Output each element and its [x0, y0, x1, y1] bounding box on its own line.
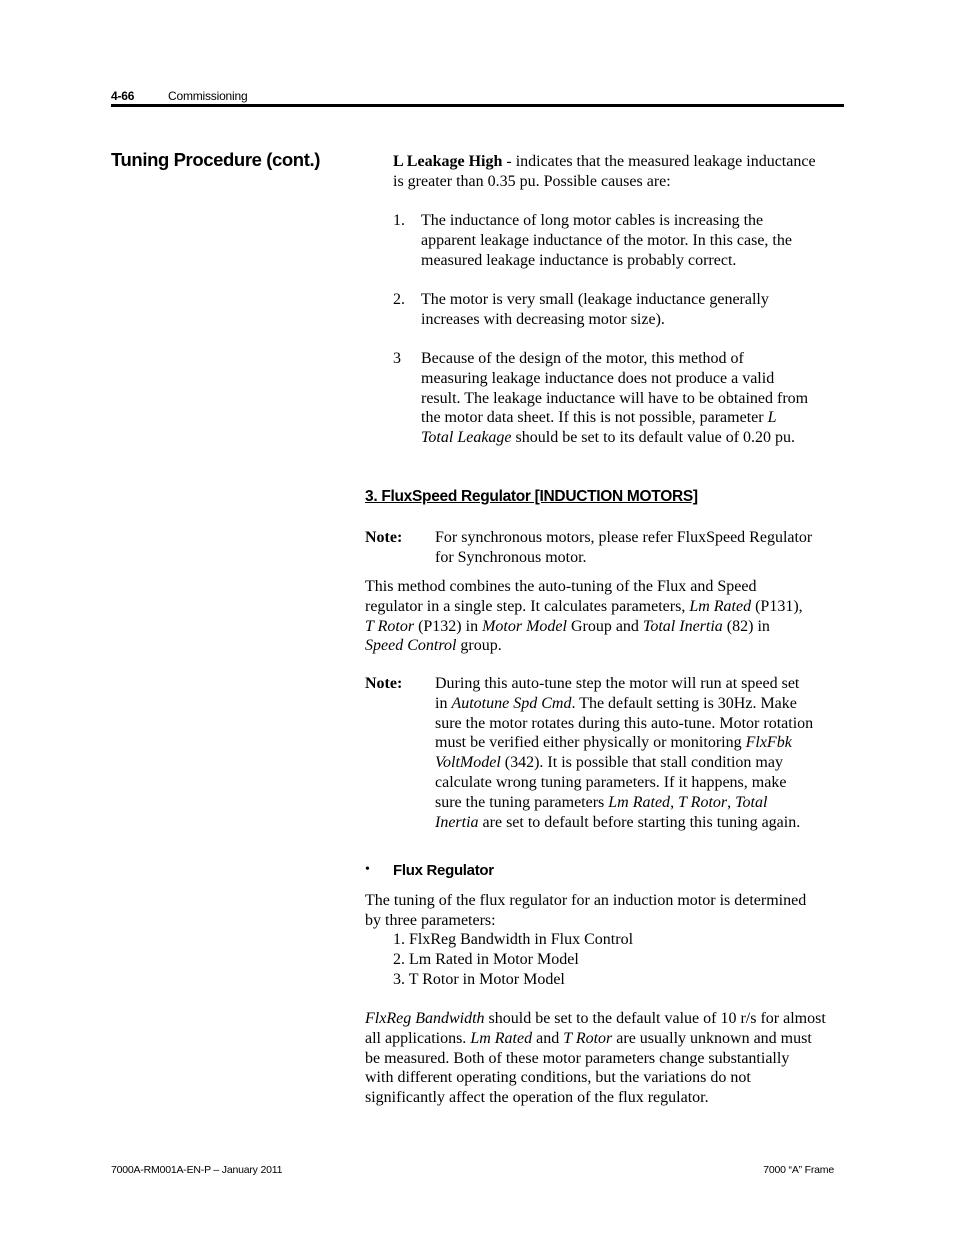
note2-label: Note: — [365, 675, 403, 692]
cause-3-text: Because of the design of the motor, this method of measuring leakage inductance does not produce a valid result. The leakage inductance will have to be obtained from the motor data sheet. If this is not possible, parameter L Total Leakage should be set to its default value of 0.20 pu. — [421, 350, 809, 447]
cause-2-number: 2. — [393, 291, 405, 308]
cause-2-text: The motor is very small (leakage inductance generally increases with decreasing motor size). — [421, 291, 769, 328]
page-number: 4-66 — [111, 89, 135, 103]
leakage-intro — [393, 152, 843, 192]
fluxspeed-heading: 3. FluxSpeed Regulator [INDUCTION MOTORS] — [365, 488, 698, 505]
note1-label: Note: — [365, 529, 403, 546]
leakage-desc-line1: - indicates that the measured leakage inductance — [502, 153, 816, 170]
list-item: 3. T Rotor in Motor Model — [393, 970, 565, 988]
side-heading: Tuning Procedure (cont.) — [111, 149, 320, 170]
flux-intro: The tuning of the flux regulator for an induction motor is determined by three parameters: — [365, 892, 807, 929]
list-item: 1. FlxReg Bandwidth in Flux Control — [393, 931, 634, 948]
cause-3-number: 3 — [393, 350, 401, 367]
leakage-desc-line2: is greater than 0.35 pu. Possible causes are: — [393, 172, 671, 190]
note1-text: For synchronous motors, please refer FluxSpeed Regulator for Synchronous motor. — [435, 529, 813, 566]
section-title: Commissioning — [168, 89, 248, 103]
list-item: 2. Lm Rated in Motor Model — [393, 950, 579, 968]
leakage-term: L Leakage High — [393, 153, 503, 170]
fluxspeed-paragraph: This method combines the auto-tuning of the Flux and Speed regulator in a single step. It calculates parameters, Lm Rated (P131), T Rotor (P132) in Motor Model Group and Total Inertia (82) in Speed Control group. — [365, 578, 803, 655]
header-rule — [111, 104, 844, 107]
flux-parameter-list — [393, 930, 833, 989]
bullet-dot: • — [365, 862, 370, 877]
footer-product: 7000 “A” Frame — [763, 1164, 834, 1176]
flux-regulator-heading: Flux Regulator — [393, 862, 494, 879]
footer-doc-id: 7000A-RM001A-EN-P – January 2011 — [111, 1164, 283, 1176]
cause-1-number: 1. — [393, 212, 405, 229]
flux-paragraph: FlxReg Bandwidth should be set to the default value of 10 r/s for almost all applications. Lm Rated and T Rotor are usually unknown and must be measured. Both of these motor parameters change substantially with different operating conditions, but the variations do not significantly affect the operation of the flux regulator. — [365, 1010, 826, 1107]
note2-text: During this auto-tune step the motor will run at speed set in Autotune Spd Cmd. The default setting is 30Hz. Make sure the motor rotates during this auto-tune. Motor rotation must be verified either physically or monitoring FlxFbk VoltModel (342). It is possible that stall condition may calculate wrong tuning parameters. If it happens, make sure the tuning parameters Lm Rated, T Rotor, Total Inertia are set to default before starting this tuning again. — [435, 675, 814, 831]
cause-1-text: The inductance of long motor cables is increasing the apparent leakage inductance of the motor. In this case, the measured leakage inductance is probably correct. — [421, 212, 792, 269]
